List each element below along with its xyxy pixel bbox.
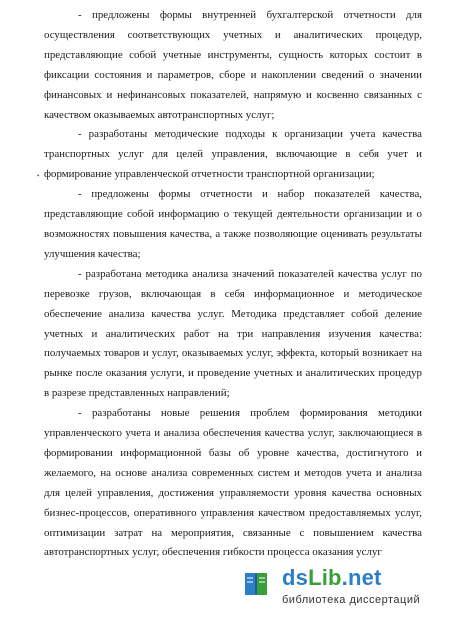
paragraph-4: - разработана методика анализа значений показателей качества услуг по перевозке грузов, включающая в себя информационное и методическое обеспечение анализа качества услуг. Методика представляет собой деление учетных и аналитических работ на три направления изучения качества: получаемых товаров и услуг, оказываемых услуг, эффекта, который возникает на рынке после оказания услуги, и проведение учетных и аналитических процедур в разрезе представленных направлений; [44, 267, 422, 400]
watermark-subtitle: библиотека диссертаций [282, 594, 421, 606]
book-logo-icon [242, 569, 272, 599]
brand-lib: Lib [308, 565, 342, 590]
paragraph-2: - разработаны методические подходы к организации учета качества транспортных услуг для целей управления, включающие в себя учет и формирование управленческой отчетности транспортной организации; [44, 128, 422, 181]
watermark [242, 565, 438, 611]
brand-net: net [347, 565, 382, 590]
paragraph-3: - предложены формы отчетности и набор показателей качества, представляющие собой информацию о текущей деятельности организации и о возможностях повышения качества, а также позволяющие оценивать результаты улучшения качества; [44, 188, 422, 260]
watermark-brand [282, 565, 382, 591]
paragraph-5: - разработаны новые решения проблем формирования методики управленческого учета и анализа обеспечения качества услуг, заключающиеся в формировании информационной базы об уровне качества, достигнутого и желаемого, на основе анализа современных систем и методов учета и анализа для целей управления, достижения управляемости уровня качества основных бизнес-процессов, оперативного управления качеством предоставляемых услуг, оптимизации затрат на мероприятия, связанные с повышением качества автотранспортных услуг, обеспечения гибкости процесса оказания услуг [44, 407, 422, 559]
scan-artifact-dot: • [37, 172, 40, 180]
brand-dot: . [341, 565, 348, 590]
document-body [44, 6, 422, 563]
paragraph-1: - предложены формы внутренней бухгалтерской отчетности для осуществления соответствующих учетных и аналитических процедур, представляющие собой учетные инструменты, сущность которых состоит в фиксации состояния и параметров, сборе и накоплении сведений о значении финансовых и нефинансовых показателей, напрямую и косвенно связанных с качеством оказываемых автотранспортных услуг; [44, 9, 422, 121]
brand-ds: ds [282, 565, 309, 590]
